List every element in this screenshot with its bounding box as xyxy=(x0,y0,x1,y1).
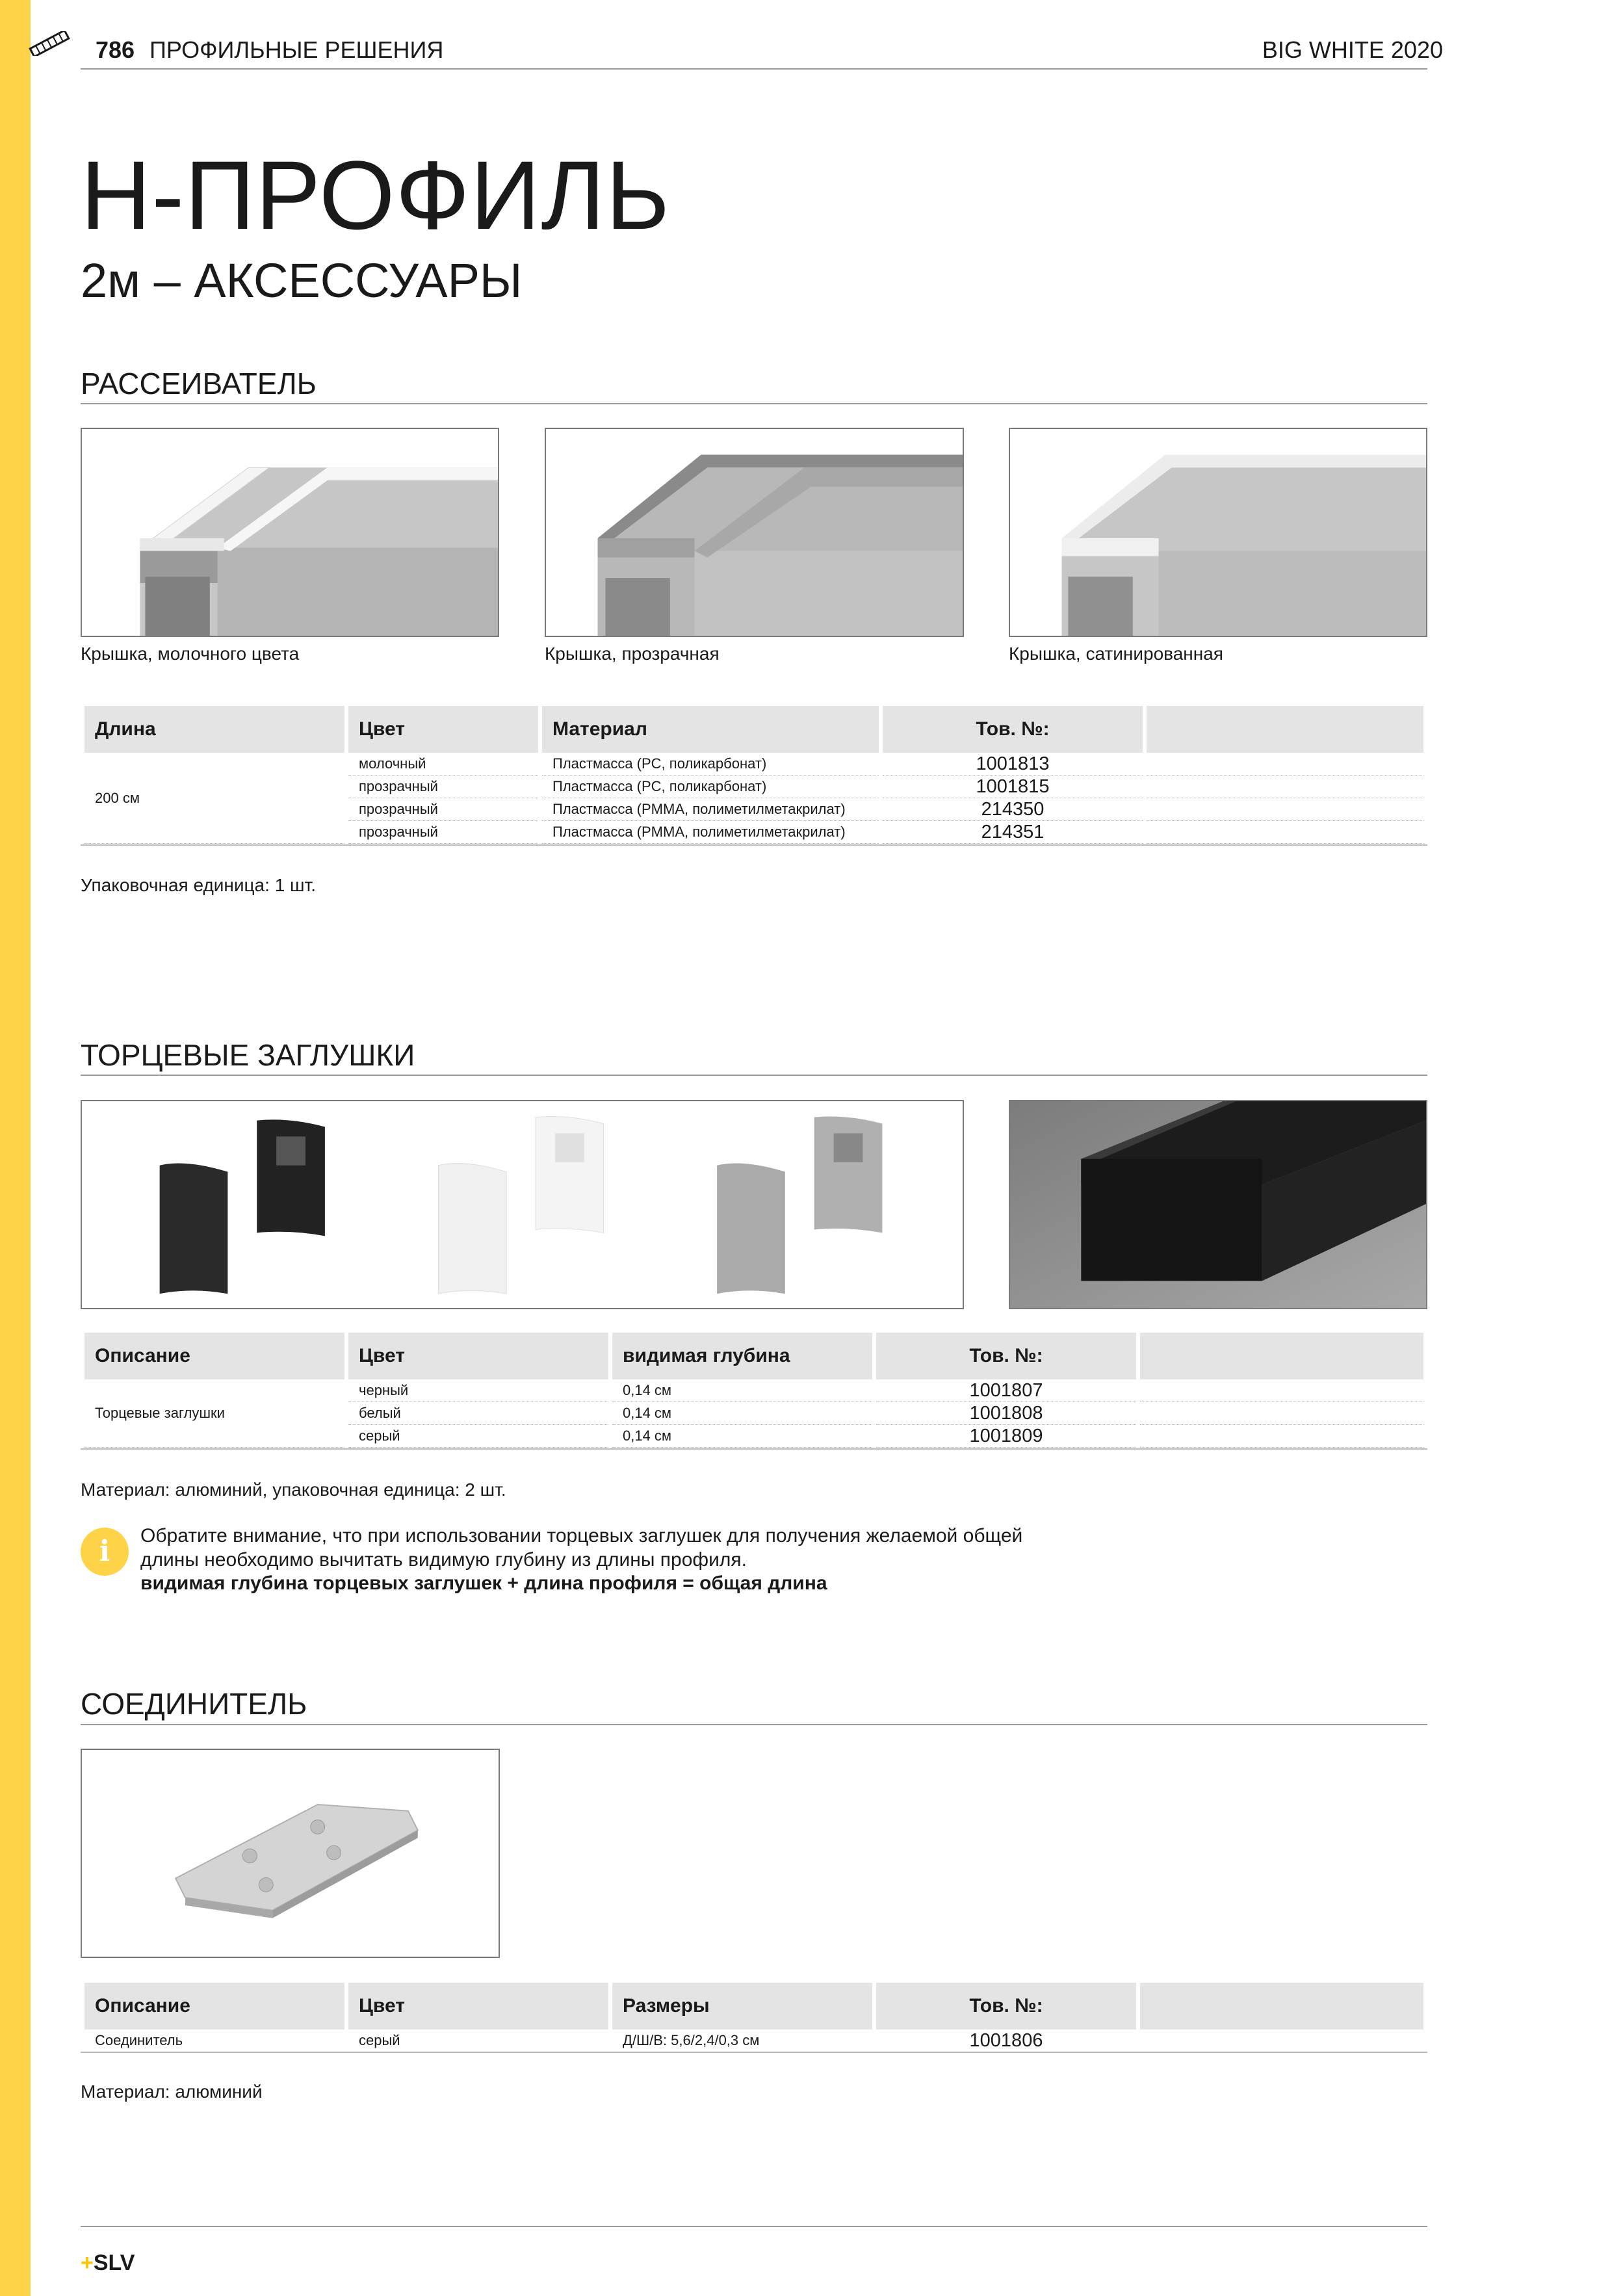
empty-cell xyxy=(1140,1402,1423,1425)
table-header-row xyxy=(84,1333,1423,1379)
description-cell: Торцевые заглушки xyxy=(84,1379,344,1448)
column-header: Цвет xyxy=(348,1983,608,2029)
color-cell: серый xyxy=(348,1425,608,1448)
column-header: Длина xyxy=(84,706,344,753)
header-divider xyxy=(81,68,1427,70)
connector-table xyxy=(81,1983,1427,2052)
column-header: Цвет xyxy=(348,1333,608,1379)
endcaps-image xyxy=(81,1100,964,1309)
endcaps-note: Материал: алюминий, упаковочная единица: 2 шт. xyxy=(81,1480,506,1500)
endcaps-table-bottom xyxy=(81,1448,1427,1450)
column-header: Размеры xyxy=(612,1983,872,2029)
article-number: 1001807 xyxy=(876,1379,1136,1402)
column-header: видимая глубина xyxy=(612,1333,872,1379)
endcaps-heading: ТОРЦЕВЫЕ ЗАГЛУШКИ xyxy=(81,1038,415,1072)
description-cell: Соединитель xyxy=(84,2029,344,2052)
column-header: Тов. №: xyxy=(876,1333,1136,1379)
diffuser-caption-milky: Крышка, молочного цвета xyxy=(81,644,300,664)
empty-cell xyxy=(1147,776,1423,798)
connector-divider xyxy=(81,1724,1427,1725)
diffuser-satin-image xyxy=(1009,428,1427,637)
material-cell: Пластмасса (PC, поликарбонат) xyxy=(542,753,879,776)
article-number: 214350 xyxy=(883,798,1143,821)
length-cell: 200 см xyxy=(84,753,344,844)
catalog-name: BIG WHITE 2020 xyxy=(1262,36,1443,63)
color-cell: молочный xyxy=(348,753,538,776)
info-formula: видимая глубина торцевых заглушек + длина профиля = общая длина xyxy=(140,1572,827,1595)
info-icon: i xyxy=(81,1528,129,1576)
color-cell: прозрачный xyxy=(348,776,538,798)
depth-cell: 0,14 см xyxy=(612,1425,872,1448)
diffuser-note: Упаковочная единица: 1 шт. xyxy=(81,875,317,895)
connector-heading: СОЕДИНИТЕЛЬ xyxy=(81,1687,307,1721)
page-number: 786 xyxy=(96,36,135,63)
column-header: Цвет xyxy=(348,706,538,753)
empty-cell xyxy=(1140,2029,1423,2052)
diffuser-milky-image xyxy=(81,428,499,637)
empty-cell xyxy=(1147,821,1423,844)
info-line: Обратите внимание, что при использовании торцевых заглушек для получения желаемой общей xyxy=(140,1525,1023,1546)
column-header xyxy=(1140,1333,1423,1379)
diffuser-clear-image xyxy=(545,428,964,637)
page-title: H-ПРОФИЛЬ xyxy=(81,140,671,250)
connector-note: Материал: алюминий xyxy=(81,2081,263,2102)
table-row xyxy=(84,753,1423,776)
table-header-row xyxy=(84,706,1423,753)
depth-cell: 0,14 см xyxy=(612,1379,872,1402)
column-header: Описание xyxy=(84,1983,344,2029)
table-row xyxy=(84,2029,1423,2052)
column-header xyxy=(1140,1983,1423,2029)
article-number: 1001809 xyxy=(876,1425,1136,1448)
color-cell: белый xyxy=(348,1402,608,1425)
color-cell: серый xyxy=(348,2029,608,2052)
diffuser-heading: РАССЕИВАТЕЛЬ xyxy=(81,367,317,400)
empty-cell xyxy=(1140,1425,1423,1448)
endcaps-divider xyxy=(81,1075,1427,1076)
depth-cell: 0,14 см xyxy=(612,1402,872,1425)
table-row xyxy=(84,1379,1423,1402)
diffuser-table xyxy=(81,706,1427,844)
material-cell: Пластмасса (PC, поликарбонат) xyxy=(542,776,879,798)
logo-spark-icon: + xyxy=(81,2250,94,2275)
empty-cell xyxy=(1147,798,1423,821)
info-note xyxy=(140,1524,1115,1596)
article-number: 1001813 xyxy=(883,753,1143,776)
empty-cell xyxy=(1147,753,1423,776)
article-number: 1001808 xyxy=(876,1402,1136,1425)
column-header xyxy=(1147,706,1423,753)
slv-logo xyxy=(81,2250,135,2276)
material-cell: Пластмасса (PMMA, полиметилметакрилат) xyxy=(542,821,879,844)
connector-table-bottom xyxy=(81,2052,1427,2053)
diffuser-caption-satin: Крышка, сатинированная xyxy=(1009,644,1223,664)
color-cell: черный xyxy=(348,1379,608,1402)
article-number: 214351 xyxy=(883,821,1143,844)
logo-text: SLV xyxy=(93,2250,135,2275)
column-header: Тов. №: xyxy=(876,1983,1136,2029)
diffuser-caption-clear: Крышка, прозрачная xyxy=(545,644,720,664)
profile-logo-icon xyxy=(27,31,71,56)
endcaps-table xyxy=(81,1333,1427,1448)
article-number: 1001815 xyxy=(883,776,1143,798)
info-line: длины необходимо вычитать видимую глубину из длины профиля. xyxy=(140,1548,747,1571)
column-header: Материал xyxy=(542,706,879,753)
black-profile-image xyxy=(1009,1100,1427,1309)
diffuser-divider xyxy=(81,403,1427,404)
color-cell: прозрачный xyxy=(348,798,538,821)
page-subtitle: 2м – АКСЕССУАРЫ xyxy=(81,254,523,307)
empty-cell xyxy=(1140,1379,1423,1402)
column-header: Описание xyxy=(84,1333,344,1379)
section-title: ПРОФИЛЬНЫЕ РЕШЕНИЯ xyxy=(149,36,444,63)
material-cell: Пластмасса (PMMA, полиметилметакрилат) xyxy=(542,798,879,821)
table-header-row xyxy=(84,1983,1423,2029)
diffuser-table-bottom xyxy=(81,844,1427,846)
color-cell: прозрачный xyxy=(348,821,538,844)
article-number: 1001806 xyxy=(876,2029,1136,2052)
footer-divider xyxy=(81,2226,1427,2227)
connector-image xyxy=(81,1749,500,1958)
yellow-side-band xyxy=(0,0,31,2296)
column-header: Тов. №: xyxy=(883,706,1143,753)
size-cell: Д/Ш/В: 5,6/2,4/0,3 см xyxy=(612,2029,872,2052)
